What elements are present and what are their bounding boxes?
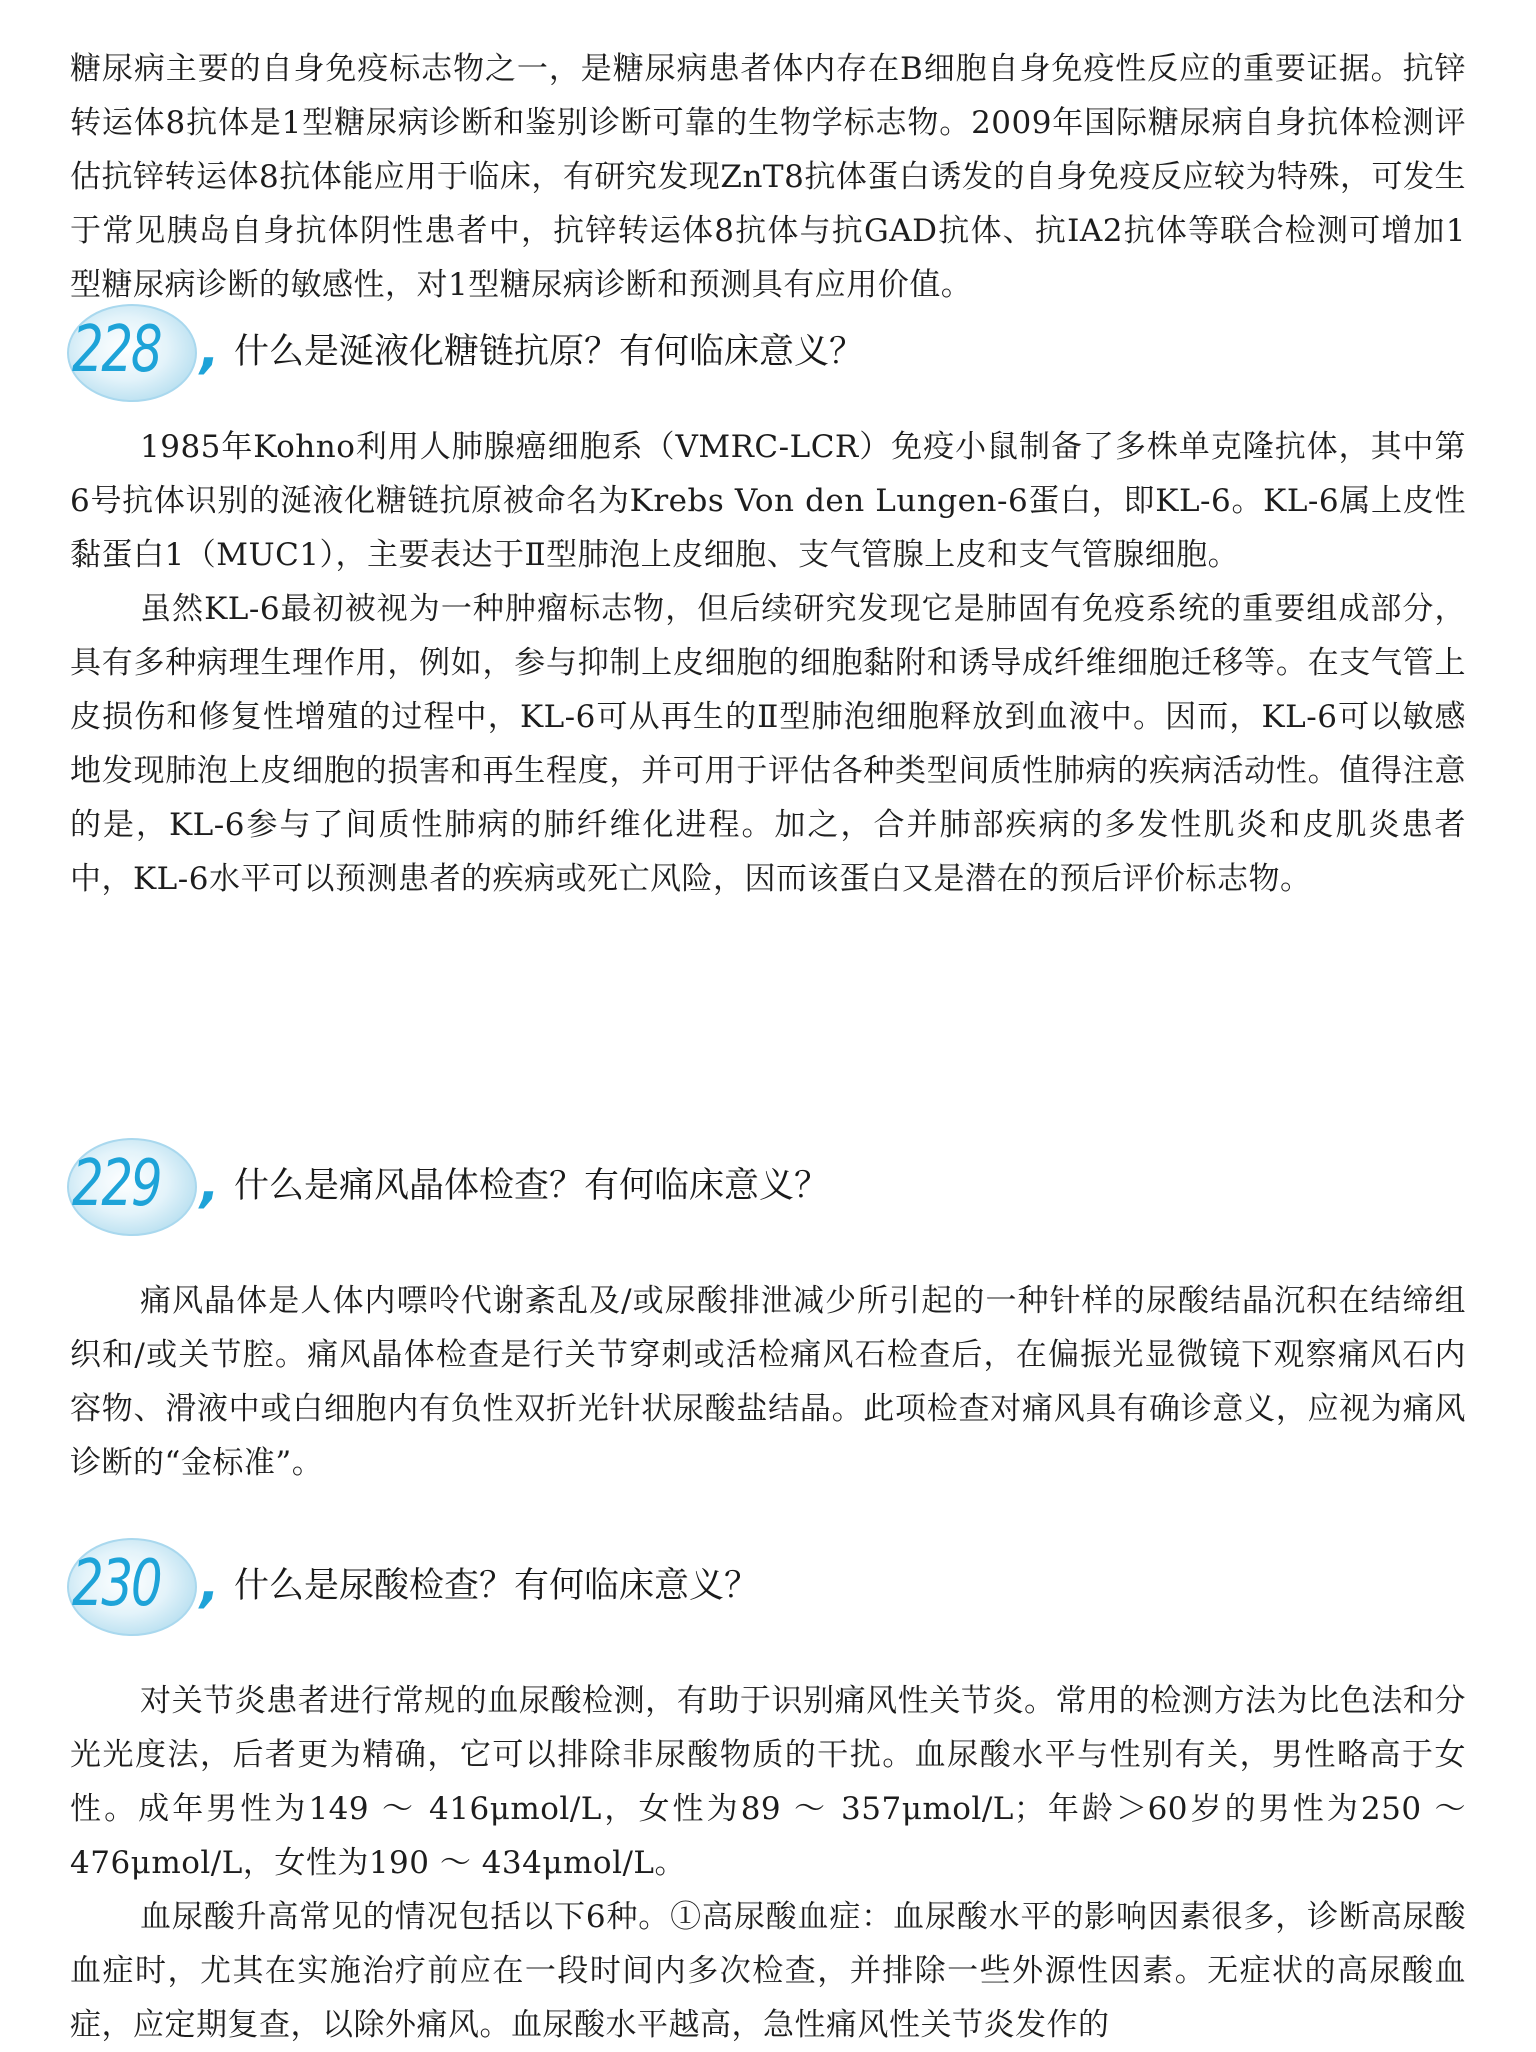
- question-230-heading: [64, 1532, 1464, 1642]
- question-title: 什么是痛风晶体检查？有何临床意义？: [234, 1166, 830, 1206]
- question-number-mark: ,: [200, 320, 220, 380]
- question-228-heading: [64, 298, 1464, 408]
- intro-paragraph: 糖尿病主要的自身免疫标志物之一，是糖尿病患者体内存在B细胞自身免疫性反应的重要证据。抗锌转运体8抗体是1型糖尿病诊断和鉴别诊断可靠的生物学标志物。2009年国际糖尿病自身抗体检测评估抗锌转运体8抗体能应用于临床，有研究发现ZnT8抗体蛋白诱发的自身免疫反应较为特殊，可发生于常见胰岛自身抗体阴性患者中，抗锌转运体8抗体与抗GAD抗体、抗IA2抗体等联合检测可增加1型糖尿病诊断的敏感性，对1型糖尿病诊断和预测具有应用价值。: [70, 51, 1466, 303]
- question-229-heading: [64, 1132, 1464, 1242]
- question-title: 什么是尿酸检查？有何临床意义？: [234, 1566, 760, 1606]
- question-number: 228: [72, 313, 161, 387]
- q228-paragraph-2: 虽然KL-6最初被视为一种肿瘤标志物，但后续研究发现它是肺固有免疫系统的重要组成部分，具有多种病理生理作用，例如，参与抑制上皮细胞的细胞黏附和诱导成纤维细胞迁移等。在支气管上皮损伤和修复性增殖的过程中，KL-6可从再生的Ⅱ型肺泡细胞释放到血液中。因而，KL-6可以敏感地发现肺泡上皮细胞的损害和再生程度，并可用于评估各种类型间质性肺病的疾病活动性。值得注意的是，KL-6参与了间质性肺病的肺纤维化进程。加之，合并肺部疾病的多发性肌炎和皮肌炎患者中，KL-6水平可以预测患者的疾病或死亡风险，因而该蛋白又是潜在的预后评价标志物。: [70, 591, 1466, 897]
- q230-paragraph-2: 血尿酸升高常见的情况包括以下6种。①高尿酸血症：血尿酸水平的影响因素很多，诊断高尿酸血症时，尤其在实施治疗前应在一段时间内多次检查，并排除一些外源性因素。无症状的高尿酸血症，应定期复查，以除外痛风。血尿酸水平越高，急性痛风性关节炎发作的: [70, 1899, 1466, 2043]
- question-title: 什么是涎液化糖链抗原？有何临床意义？: [234, 332, 865, 372]
- q230-paragraph-1: 对关节炎患者进行常规的血尿酸检测，有助于识别痛风性关节炎。常用的检测方法为比色法和分光光度法，后者更为精确，它可以排除非尿酸物质的干扰。血尿酸水平与性别有关，男性略高于女性。成年男性为149 ～ 416μmol/L，女性为89 ～ 357μmol/L；年龄＞60岁的男性为250 ～ 476μmol/L，女性为190 ～ 434μmol/L。: [70, 1683, 1466, 1881]
- question-number-mark: ,: [200, 1154, 220, 1214]
- q228-paragraph-1: 1985年Kohno利用人肺腺癌细胞系（VMRC-LCR）免疫小鼠制备了多株单克隆抗体，其中第6号抗体识别的涎液化糖链抗原被命名为Krebs Von den Lungen-6蛋白，即KL-6。KL-6属上皮性黏蛋白1（MUC1），主要表达于Ⅱ型肺泡上皮细胞、支气管腺上皮和支气管腺细胞。: [70, 429, 1466, 573]
- question-number: 230: [72, 1547, 161, 1621]
- question-number: 229: [72, 1147, 161, 1221]
- question-number-mark: ,: [200, 1554, 220, 1614]
- q229-paragraph-1: 痛风晶体是人体内嘌呤代谢紊乱及/或尿酸排泄减少所引起的一种针样的尿酸结晶沉积在结缔组织和/或关节腔。痛风晶体检查是行关节穿刺或活检痛风石检查后，在偏振光显微镜下观察痛风石内容物、滑液中或白细胞内有负性双折光针状尿酸盐结晶。此项检查对痛风具有确诊意义，应视为痛风诊断的“金标准”。: [70, 1283, 1466, 1481]
